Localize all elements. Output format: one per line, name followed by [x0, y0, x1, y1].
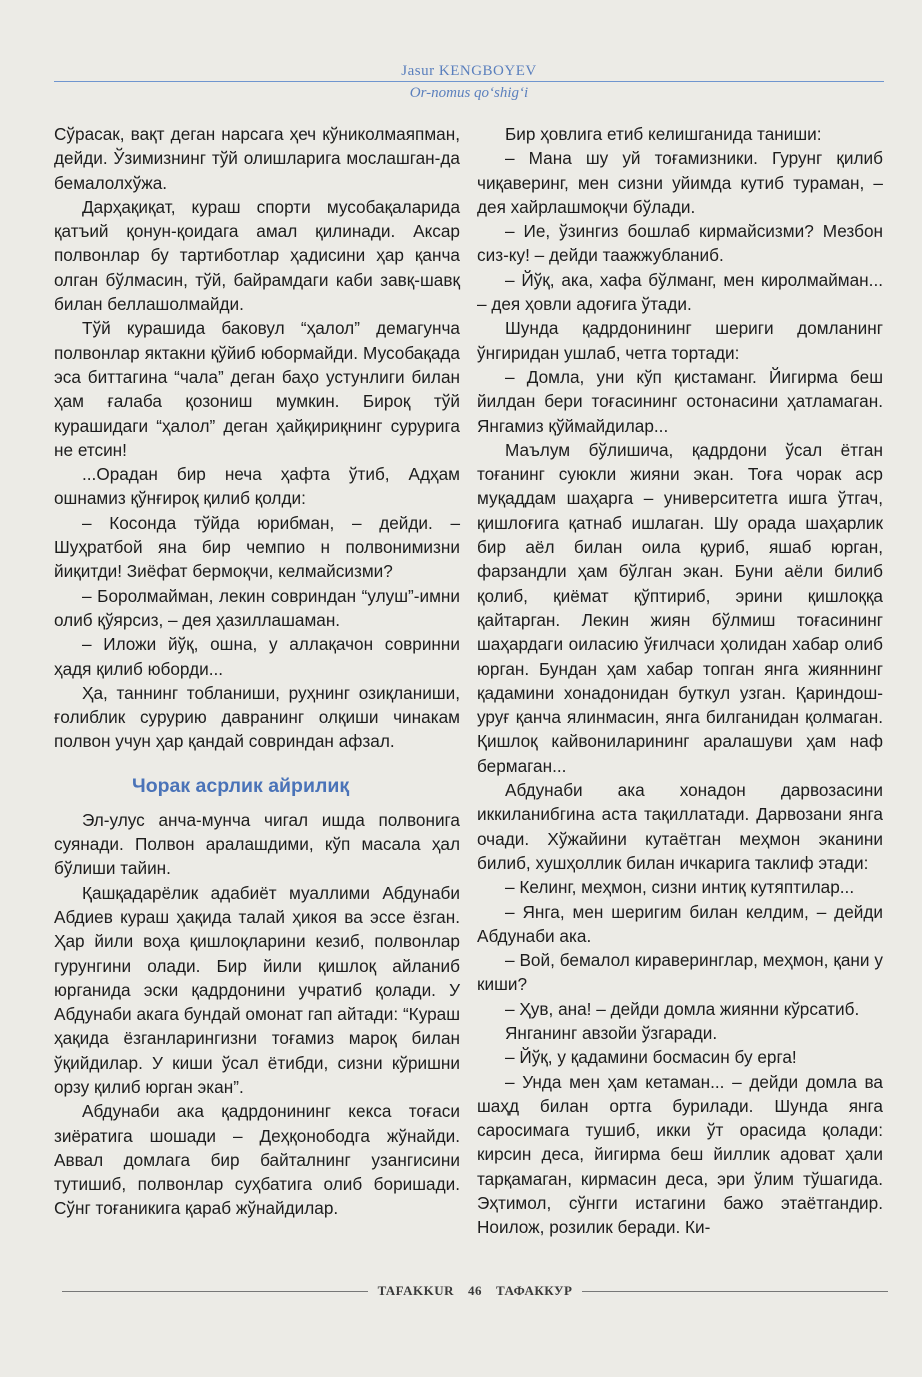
- paragraph: Абдунаби ака қадрдонининг кекса тоғаси зиёратига шошади – Деҳқонободга жўнайди. Аввал домлага бир байталнинг узангисини тутишиб, полвонлар суҳбатига олиб боришади. Сўнг тоғаникига қараб жўнайдилар.: [54, 1101, 460, 1219]
- footer-journal-latin: TAFAKKUR: [377, 1283, 455, 1298]
- paragraph: Қашқадарёлик адабиёт муаллими Абдунаби Абдиев кураш ҳақида талай ҳикоя ва эссе ёзган. Ҳар йили воҳа қишлоқларини кезиб, полвонлар гурунгини олади. Бир йили қишлоқ айланиб юрганида эски қадрдонини учратиб қолади. У Абдунаби акага бундай омонат гап айтади: “Кураш ҳақида ёзганларингизни тоғамиз мароқ билан ўқийдилар. У киши ўсал ётибди, сизни кўришни орзу қилиб юрган экан”.: [54, 882, 460, 1097]
- paragraph: Шунда қадрдонининг шериги домланинг ўнгиридан ушлаб, четга тортади:: [477, 318, 883, 363]
- paragraph: – Вой, бемалол кираверинглар, меҳмон, қани у киши?: [477, 950, 883, 995]
- paragraph: – Мана шу уй тоғамизники. Гурунг қилиб чиқаверинг, мен сизни уйимда кутиб тураман, – дея хайрлашмоқчи бўлади.: [477, 148, 883, 217]
- header-title: Or-nomus qo‘shig‘i: [409, 85, 529, 101]
- paragraph: – Боролмайман, лекин совриндан “улуш”-имни олиб қўярсиз, – дея ҳазиллашаман.: [54, 585, 460, 630]
- paragraph: Тўй курашида баковул “ҳалол” демагунча полвонлар яктакни қўйиб юбормайди. Мусобақада эса биттагина “чала” деган баҳо устунлиги билан ҳам ғалаба қозониш мумкин. Бироқ тўй курашидаги “ҳалол” деган ҳайқириқнинг сурурига не етсин!: [54, 318, 460, 460]
- paragraph: Ҳа, таннинг тобланиши, руҳнинг озиқланиши, ғолиблик сурурию давранинг олқиши чинакам полвон учун ҳар қандай совриндан афзал.: [54, 682, 460, 752]
- paragraph: – Келинг, меҳмон, сизни интиқ кутяптилар...: [505, 877, 855, 898]
- footer-center: [368, 1283, 583, 1299]
- paragraph: – Ҳув, ана! – дейди домла жиянни кўрсатиб.: [505, 998, 860, 1019]
- header-rule: [54, 81, 884, 82]
- right-column: [477, 122, 883, 1240]
- header-author: Jasur KENGBOYEV: [401, 63, 537, 79]
- footer-rule-right: [582, 1291, 888, 1292]
- paragraph: – Йўқ, у қадамини босмасин бу ерга!: [505, 1047, 797, 1068]
- paragraph: – Янга, мен шеригим билан келдим, – дейди Абдунаби ака.: [477, 901, 883, 946]
- paragraph: ...Орадан бир неча ҳафта ўтиб, Адҳам ошнамиз қўнғироқ қилиб қолди:: [54, 464, 460, 509]
- left-column: [54, 122, 460, 1221]
- page-number: 46: [468, 1283, 483, 1298]
- paragraph: Янганинг авзойи ўзгаради.: [505, 1022, 718, 1043]
- paragraph: – Ие, ўзингиз бошлаб кирмайсизми? Мезбон сиз-ку! – дейди таажжубланиб.: [477, 221, 883, 266]
- paragraph: – Косонда тўйда юрибман, – дейди. – Шуҳратбой яна бир чемпио н полвонимизни йиқитди! Зиёфат бермоқчи, келмайсизми?: [54, 512, 460, 582]
- paragraph: Эл-улус анча-мунча чигал ишда полвонига суянади. Полвон аралашдими, кўп масала ҳал бўлиши тайин.: [54, 809, 460, 879]
- paragraph: Бир ҳовлига етиб келишганида таниши:: [505, 124, 822, 144]
- paragraph: Абдунаби ака хонадон дарвозасини иккиланибгина аста тақиллатади. Дарвозани янга очади. Хўжайини кутаётган меҳмон эканини билиб, хушҳоллик билан ичкарига таклиф этади:: [477, 780, 883, 873]
- paragraph: – Унда мен ҳам кетаман... – дейди домла ва шаҳд билан ортга бурилади. Шунда янга саросимага тушиб, икки ўт орасида қолади: кирсин деса, йигирма беш йиллик адоват ҳали тарқамаган, кирмасин деса, эри ўлим тўшагида. Эҳтимол, сўнгги истагини бажо этаётгандир. Ноилож, розилик беради. Ки-: [477, 1071, 883, 1238]
- paragraph: – Иложи йўқ, ошна, у аллақачон совринни ҳадя қилиб юборди...: [54, 634, 460, 679]
- paragraph: Сўрасак, вақт деган нарсага ҳеч кўниколмаяпман, дейди. Ўзимизнинг тўй олишларига мослашган-да бемалолхўжа.: [54, 124, 460, 193]
- paragraph: – Йўқ, ака, хафа бўлманг, мен киролмайман... – дея ҳовли адоғига ўтади.: [477, 269, 883, 315]
- paragraph: Дарҳақиқат, кураш спорти мусобақаларида қатъий қонун-қоидага амал қилинади. Аксар полвонлар бу тартиботлар ҳадисини ҳар қанча олган бўлмасин, тўй, байрамдаги каби завқ-шавқ билан беллашолмайди.: [54, 196, 460, 315]
- paragraph: Маълум бўлишича, қадрдони ўсал ётган тоғанинг суюкли жияни экан. Тоға чорак аср муқаддам шаҳарга – университетга ишга ўтгач, қишлоғига қатнаб ишлаган. Шу орада шаҳарлик бир аёл билан оила қуриб, яшаб юрган, фарзандли ҳам бўлган экан. Буни аёли билиб қолиб, қиёмат қўптириб, эрини қишлоққа қайтарган. Лекин жиян бўлмиш тоғасининг шаҳардаги оиласию ўғилчаси ҳолидан хабар олиб юрган. Бундан ҳам хабар топган янга жияннинг қадамини хонадонидан буткул узган. Қариндош-уруғ қанча ялинмасин, янга билганидан қолмаган. Қишлоқ кайвониларининг аралашуви ҳам наф бермаган...: [477, 439, 883, 776]
- running-header: [54, 62, 884, 102]
- page-footer: [62, 1281, 888, 1301]
- footer-rule-left: [62, 1291, 368, 1292]
- section-title: Чорак асрлик айрилиқ: [132, 774, 350, 797]
- paragraph: – Домла, уни кўп қистаманг. Йигирма беш йилдан бери тоғасининг остонасини ҳатламаган. Янгамиз қўймайдилар...: [477, 366, 883, 436]
- footer-journal-cyrillic: ТАФАККУР: [496, 1283, 573, 1298]
